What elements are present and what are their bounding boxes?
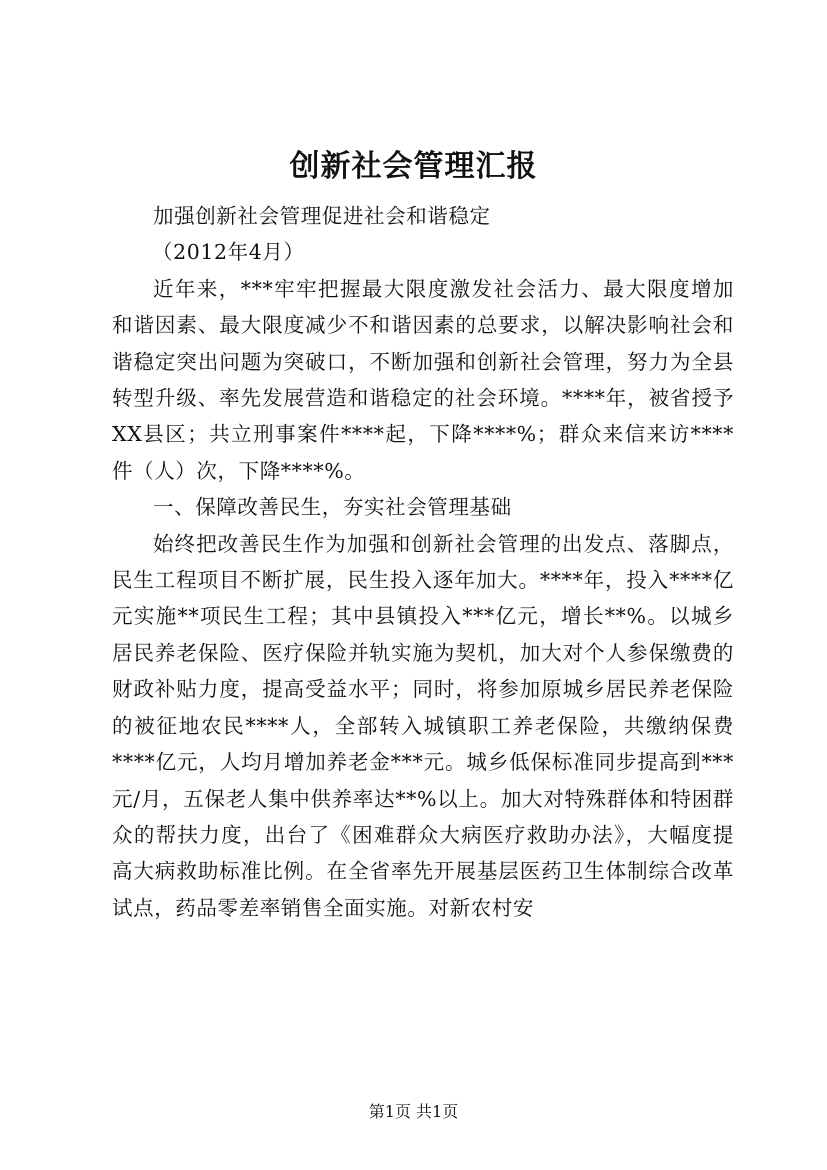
paragraph-intro: 近年来，***牢牢把握最大限度激发社会活力、最大限度增加和谐因素、最大限度减少不和谐因素的总要求，以解决影响社会和谐稳定突出问题为突破口，不断加强和创新社会管理，努力为全县转型升级、率先发展营造和谐稳定的社会环境。****年，被省授予XX县区；共立刑事案件****起，下降****%；群众来信来访****件（人）次，下降****%。 — [112, 276, 734, 483]
document-title: 创新社会管理汇报 — [289, 149, 538, 184]
paragraph-section-1: 始终把改善民生作为加强和创新社会管理的出发点、落脚点，民生工程项目不断扩展，民生投入逐年加大。****年，投入****亿元实施**项民生工程；其中县镇投入***亿元，增长**%。以城乡居民养老保险、医疗保险并轨实施为契机，加大对个人参保缴费的财政补贴力度，提高受益水平；同时，将参加原城乡居民养老保险的被征地农民****人，全部转入城镇职工养老保险，共缴纳保费****亿元，人均月增加养老金***元。城乡低保标准同步提高到***元/月，五保老人集中供养率达**%以上。加大对特殊群体和特困群众的帮扶力度，出台了《困难群众大病医疗救助办法》，大幅度提高大病救助标准比例。在全省率先开展基层医药卫生体制综合改革试点，药品零差率销售全面实施。对新农村安 — [112, 531, 734, 920]
document-date: （2012年4月） — [152, 240, 305, 265]
subtitle: 加强创新社会管理促进社会和谐稳定 — [153, 204, 491, 228]
document-body — [112, 198, 734, 926]
section-heading-1: 一、保障改善民生，夯实社会管理基础 — [153, 495, 512, 520]
page-footer: 第1页 共1页 — [368, 1102, 459, 1121]
